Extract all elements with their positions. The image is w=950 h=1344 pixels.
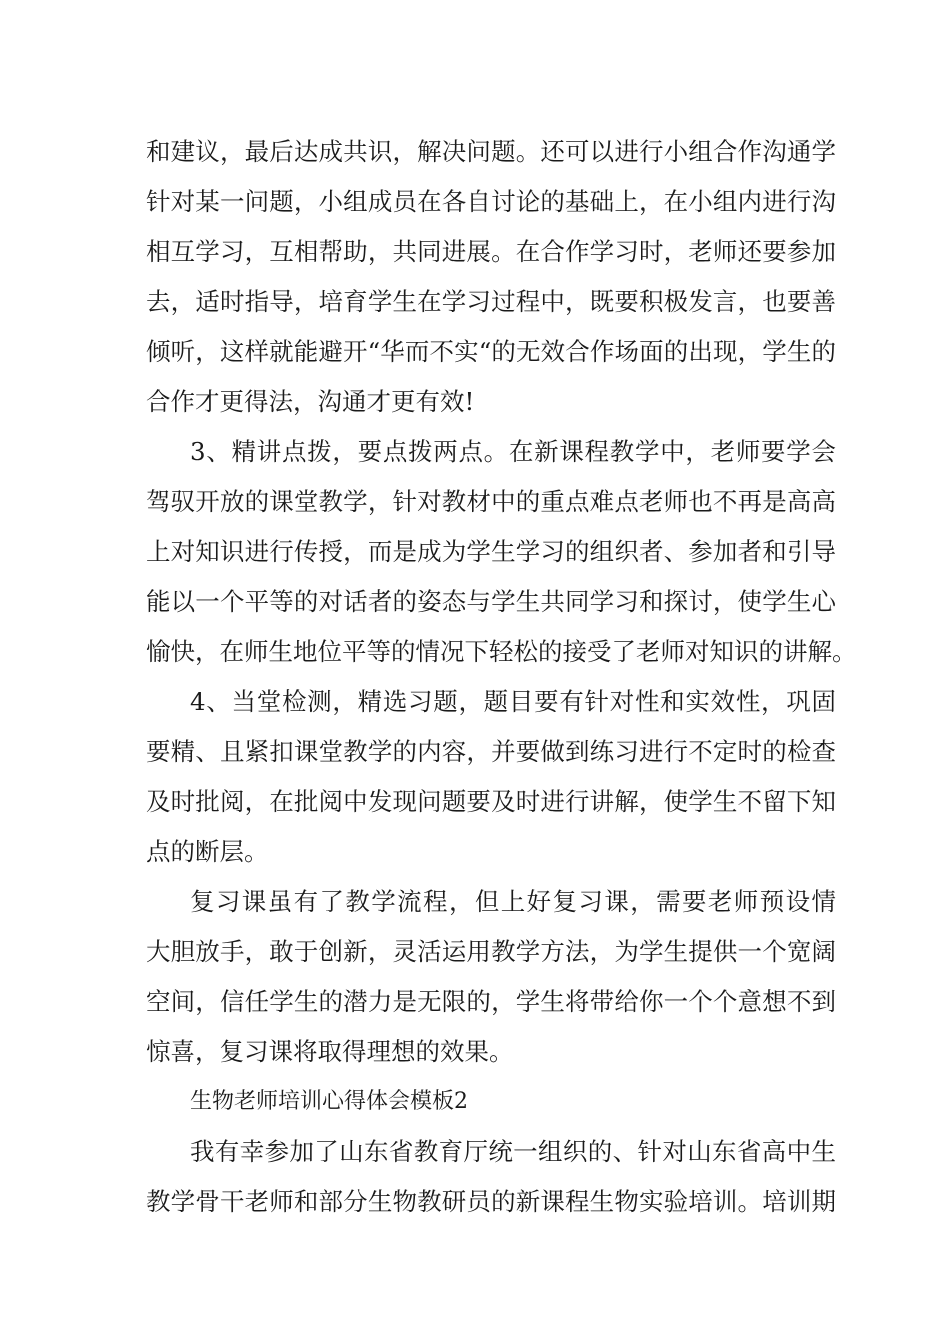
paragraph-6 [146,1127,836,1227]
text-line: 我有幸参加了山东省教育厅统一组织的、针对山东省高中生 [190,1137,836,1166]
text-line: 点的断层。 [146,837,269,866]
text-line: 复习课虽有了教学流程，但上好复习课，需要老师预设情 [190,887,836,916]
text-line: 及时批阅，在批阅中发现问题要及时进行讲解，使学生不留下知 [146,787,836,816]
text-line: 愉快，在师生地位平等的情况下轻松的接受了老师对知识的讲解。 [146,637,857,666]
paragraph-1 [146,127,836,427]
text-line: 和建议，最后达成共识，解决问题。还可以进行小组合作沟通学 [146,137,836,166]
text-line: 倾听，这样就能避开“华而不实“的无效合作场面的出现，学生的 [146,337,836,366]
text-line: 驾驭开放的课堂教学，针对教材中的重点难点老师也不再是高高 [146,487,836,516]
text-line: 能以一个平等的对话者的姿态与学生共同学习和探讨，使学生心 [146,587,836,616]
text-line: 合作才更得法，沟通才更有效! [146,387,475,416]
text-line: 针对某一问题，小组成员在各自讨论的基础上，在小组内进行沟 [146,187,836,216]
paragraph-4 [146,877,836,1077]
text-line: 去，适时指导，培育学生在学习过程中，既要积极发言，也要善 [146,287,836,316]
text-line: 上对知识进行传授，而是成为学生学习的组织者、参加者和引导 [146,537,836,566]
document-body [146,127,857,1227]
text-line: 相互学习，互相帮助，共同进展。在合作学习时，老师还要参加 [146,237,836,266]
text-line: 4、当堂检测，精选习题，题目要有针对性和实效性，巩固 [190,687,836,716]
text-line: 空间，信任学生的潜力是无限的，学生将带给你一个个意想不到 [146,987,836,1016]
text-line: 要精、且紧扣课堂教学的内容，并要做到练习进行不定时的检查 [146,737,836,766]
paragraph-2 [146,427,857,677]
heading-text: 生物老师培训心得体会模板2 [190,1089,468,1114]
section-heading [146,1077,836,1127]
text-line: 3、精讲点拨，要点拨两点。在新课程教学中，老师要学会 [190,437,836,466]
text-line: 惊喜，复习课将取得理想的效果。 [146,1037,514,1066]
text-line: 大胆放手，敢于创新，灵活运用教学方法，为学生提供一个宽阔 [146,937,836,966]
text-line: 教学骨干老师和部分生物教研员的新课程生物实验培训。培训期 [146,1187,836,1216]
paragraph-3 [146,677,836,877]
